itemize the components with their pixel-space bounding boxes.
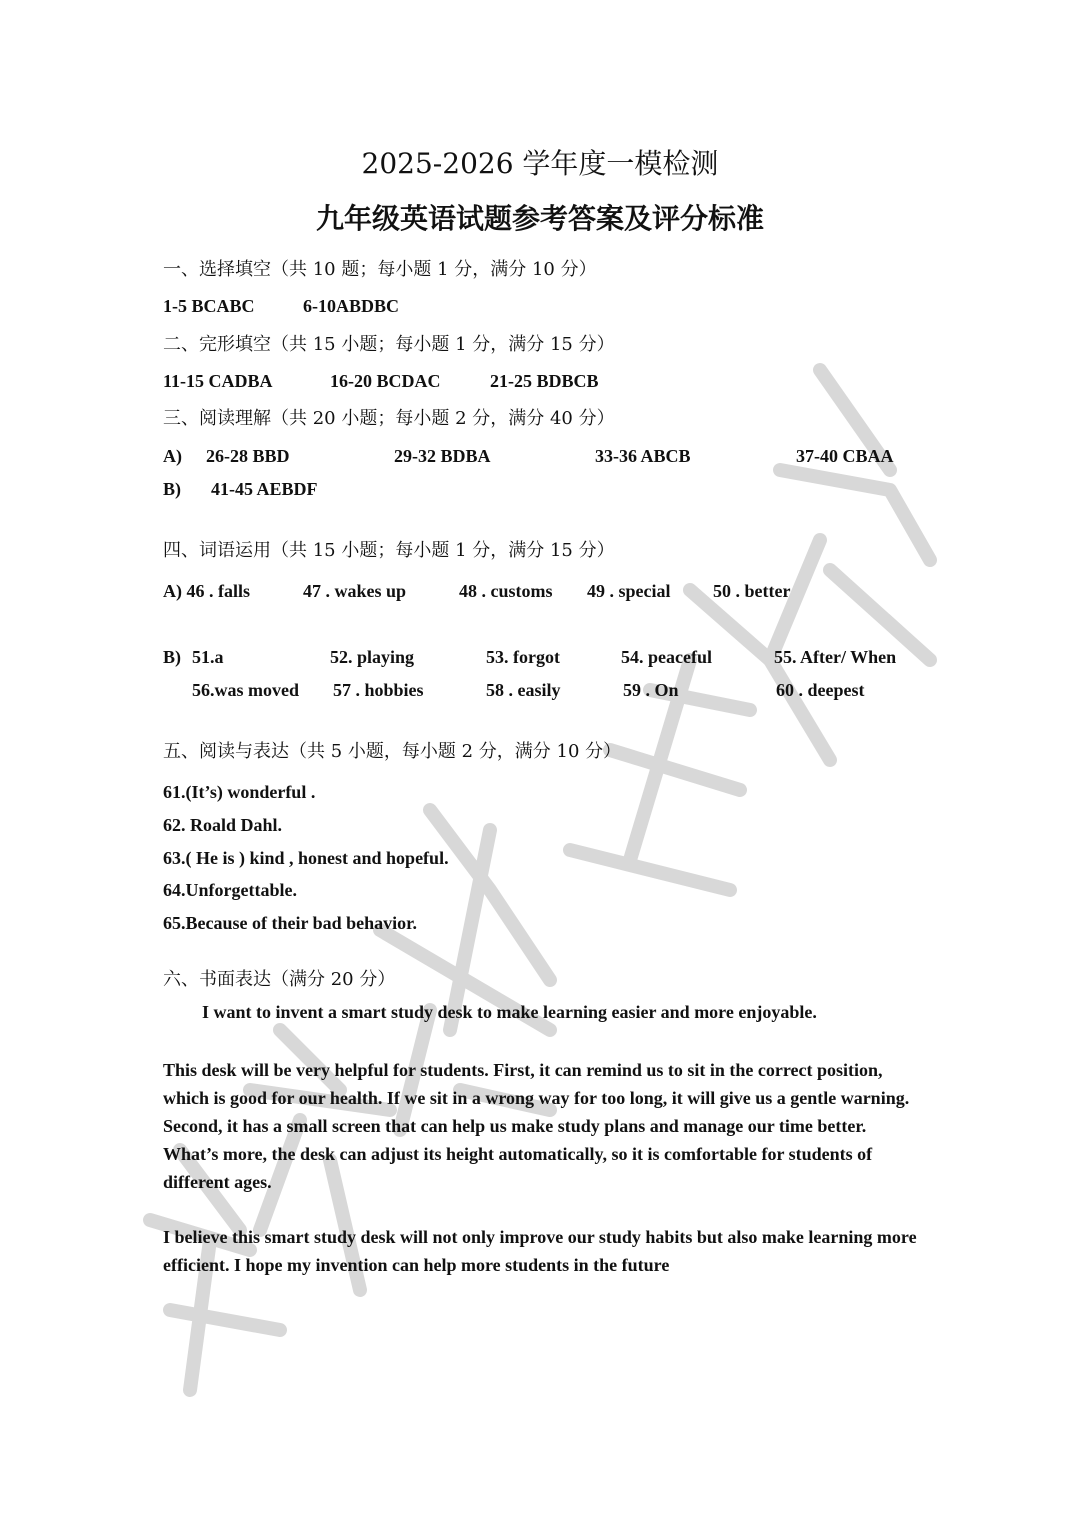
section2-answer: 21-25 BDBCB xyxy=(490,371,599,391)
document-title: 2025-2026 学年度一模检测 xyxy=(361,147,719,180)
section1-answer: 1-5 BCABC xyxy=(163,296,255,316)
section5-heading: 五、阅读与表达（共 5 小题，每小题 2 分，满分 10 分） xyxy=(163,741,622,762)
section4-answer: 49 . special xyxy=(587,581,671,601)
watermark-text xyxy=(0,0,1,1)
section3-answer: 33-36 ABCB xyxy=(595,446,691,466)
section3-heading: 三、阅读理解（共 20 小题；每小题 2 分，满分 40 分） xyxy=(163,408,615,429)
section2-heading: 二、完形填空（共 15 小题；每小题 1 分，满分 15 分） xyxy=(163,334,615,355)
section3-answer: 37-40 CBAA xyxy=(796,446,894,466)
section1-answer: 6-10ABDBC xyxy=(303,296,400,316)
section4-heading: 四、词语运用（共 15 小题；每小题 1 分，满分 15 分） xyxy=(163,540,615,561)
section4-answer: 57 . hobbies xyxy=(333,680,424,700)
section3-answer: 26-28 BBD xyxy=(206,446,290,466)
section4-answer: 59 . On xyxy=(623,680,679,700)
section2-answer: 11-15 CADBA xyxy=(163,371,273,391)
section4-answer: 50 . better xyxy=(713,581,791,601)
section4-answer: 47 . wakes up xyxy=(303,581,407,601)
section6-heading: 六、书面表达（满分 20 分） xyxy=(163,969,396,990)
section4-row-b-label: B) xyxy=(163,647,181,667)
section5-answer: 61.(It’s) wonderful . xyxy=(163,782,316,802)
section4-answer: 52. playing xyxy=(330,647,415,667)
section1-heading: 一、选择填空（共 10 题；每小题 1 分，满分 10 分） xyxy=(163,259,597,280)
section5-answer: 63.( He is ) kind , honest and hopeful. xyxy=(163,848,449,868)
essay-conclusion: I believe this smart study desk will not only improve our study habits but also make learning more efficient. I hope my invention can help more students in the future xyxy=(163,1227,917,1275)
document-subtitle: 九年级英语试题参考答案及评分标准 xyxy=(315,202,764,235)
section3-row-b-label: B) xyxy=(163,479,181,499)
section4-answer: 56.was moved xyxy=(192,680,299,700)
section4-answer: 60 . deepest xyxy=(776,680,865,700)
section5-answer: 62. Roald Dahl. xyxy=(163,815,283,835)
section4-answer: 51.a xyxy=(192,647,224,667)
section4-answer: 48 . customs xyxy=(459,581,553,601)
section4-answer: 53. forgot xyxy=(486,647,560,667)
section5-answer: 64.Unforgettable. xyxy=(163,880,297,900)
section3-answer: 41-45 AEBDF xyxy=(211,479,318,499)
section4-answer: A) 46 . falls xyxy=(163,581,250,601)
section3-answer: 29-32 BDBA xyxy=(394,446,491,466)
section5-answer: 65.Because of their bad behavior. xyxy=(163,913,418,933)
essay-body: This desk will be very helpful for students. First, it can remind us to sit in the correct position, which is good for our health. If we sit in a wrong way for too long, it will give us a gentle warning. Second, it has a small screen that can help us make study plans and manage our time better. What’s more, the desk can adjust its height automatically, so it is comfortable for students of different ages. xyxy=(163,1060,910,1192)
watermark-graphic xyxy=(130,330,970,1480)
section2-answer: 16-20 BCDAC xyxy=(330,371,441,391)
section4-answer: 54. peaceful xyxy=(621,647,712,667)
essay-intro: I want to invent a smart study desk to make learning easier and more enjoyable. xyxy=(202,1002,817,1022)
section4-answer: 55. After/ When xyxy=(774,647,897,667)
section4-answer: 58 . easily xyxy=(486,680,561,700)
section3-row-a-label: A) xyxy=(163,446,182,466)
